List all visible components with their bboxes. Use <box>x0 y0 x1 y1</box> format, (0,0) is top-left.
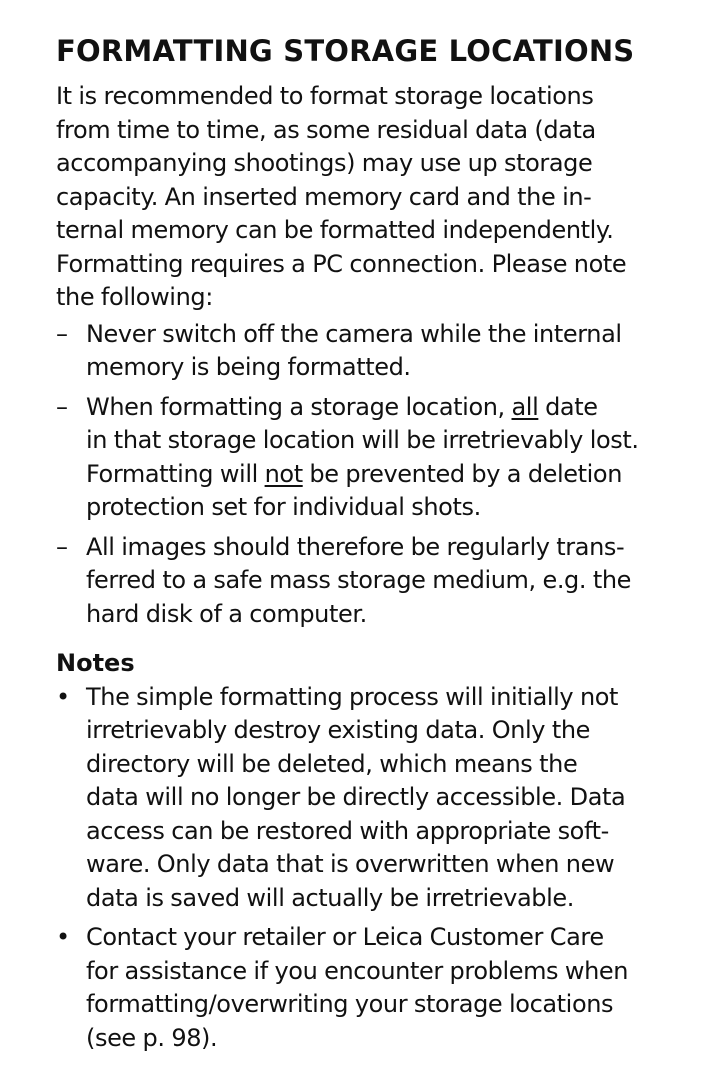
text-fragment: When formatting a storage location, <box>86 392 512 421</box>
list-item-line: Never switch off the camera while the internal <box>86 319 622 348</box>
dash-marker: – <box>56 392 68 421</box>
intro-line: from time to time, as some residual data (data <box>56 115 596 144</box>
warning-list <box>56 318 684 632</box>
list-item-line: Contact your retailer or Leica Customer Care <box>86 923 604 951</box>
list-item-line: memory is being formatted. <box>86 353 411 381</box>
list-item-line: protection set for individual shots. <box>86 493 481 521</box>
list-item-line: ferred to a safe mass storage medium, e.g. the <box>86 566 632 594</box>
underlined-word-not: not <box>264 459 303 488</box>
manual-page <box>56 30 684 1061</box>
note-item-formatting-process <box>56 681 684 916</box>
notes-list <box>56 681 684 1056</box>
intro-line: the following: <box>56 283 213 311</box>
bullet-marker: • <box>56 682 70 711</box>
list-item-line: in that storage location will be irretrievably lost. <box>86 426 639 454</box>
page-title: FORMATTING STORAGE LOCATIONS <box>56 34 635 68</box>
dash-marker: – <box>56 319 68 348</box>
list-item-line: irretrievably destroy existing data. Only the <box>86 716 591 744</box>
intro-line: Formatting requires a PC connection. Please note <box>56 249 627 278</box>
list-item-line: for assistance if you encounter problems when <box>86 956 629 985</box>
list-item-line: The simple formatting process will initially not <box>86 682 619 711</box>
list-item-line: (see p. 98). <box>86 1023 218 1052</box>
bullet-marker: • <box>56 923 70 951</box>
warning-item-backup <box>56 531 684 632</box>
text-fragment: Formatting will <box>86 459 265 488</box>
list-item-line <box>86 458 684 492</box>
list-item-line: ware. Only data that is overwritten when new <box>86 850 615 878</box>
list-item-line: data is saved will actually be irretrievable. <box>86 883 574 912</box>
list-item-line: access can be restored with appropriate soft- <box>86 816 609 845</box>
intro-line: capacity. An inserted memory card and the in- <box>56 182 592 211</box>
notes-heading: Notes <box>56 649 135 677</box>
note-item-customer-care <box>56 921 684 1055</box>
list-item-line <box>86 391 684 425</box>
list-item-line: hard disk of a computer. <box>86 599 367 628</box>
underlined-word-all: all <box>511 392 539 421</box>
text-fragment: date <box>538 392 598 421</box>
warning-item-switch-off <box>56 318 684 385</box>
dash-marker: – <box>56 532 68 561</box>
list-item-line: data will no longer be directly accessible. Data <box>86 783 626 811</box>
list-item-line: directory will be deleted, which means the <box>86 749 578 778</box>
intro-paragraph <box>56 80 684 315</box>
text-fragment: be prevented by a deletion <box>302 459 623 488</box>
warning-item-data-loss <box>56 391 684 525</box>
intro-line: ternal memory can be formatted independently. <box>56 216 614 244</box>
list-item-line: formatting/overwriting your storage locations <box>86 990 614 1018</box>
intro-line: accompanying shootings) may use up storage <box>56 149 593 177</box>
intro-line: It is recommended to format storage locations <box>56 82 594 110</box>
list-item-line: All images should therefore be regularly trans- <box>86 532 625 561</box>
